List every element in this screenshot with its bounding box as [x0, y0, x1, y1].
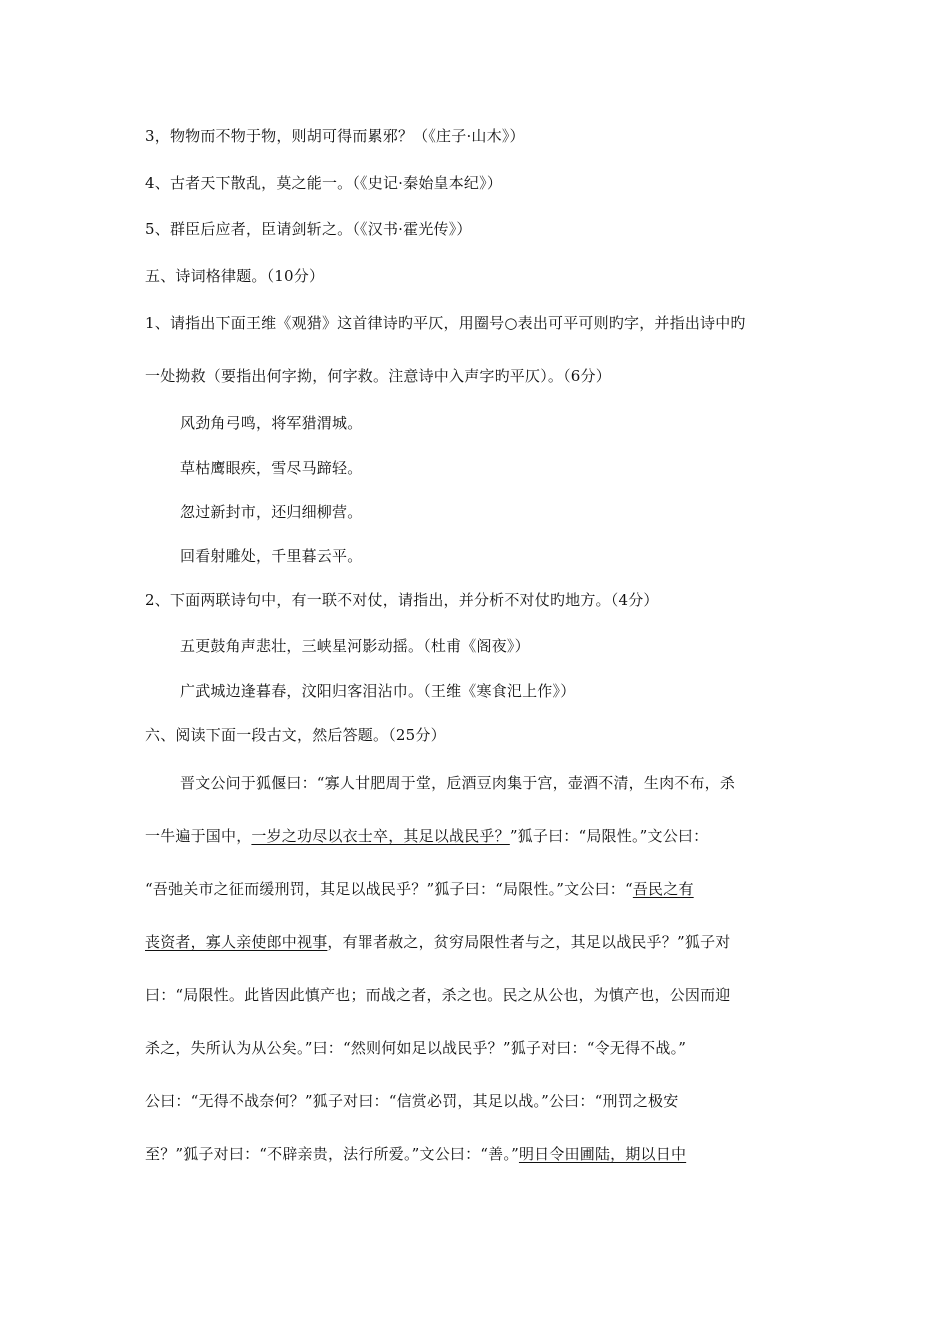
line-text: 公曰：“无得不战奈何？”狐子对曰：“信赏必罚，其足以战。”公曰：“刑罚之极安 — [145, 1092, 679, 1110]
line-text: 3，物物而不物于物，则胡可得而累邪？（《庄子·山木》） — [145, 127, 525, 145]
line-text: “吾弛关市之征而缓刑罚，其足以战民乎？”狐子曰：“局限性。”文公曰：“ — [145, 880, 633, 898]
underlined-text: 吾民之有 — [632, 880, 694, 898]
line-text: ”狐子曰：“局限性。”文公曰： — [509, 827, 709, 845]
line-text: 晋文公问于狐偃曰：“寡人甘肥周于堂，卮酒豆肉集于宫，壶酒不清，生肉不布，杀 — [180, 774, 736, 792]
line-text: 忽过新封市，还归细柳营。 — [180, 503, 363, 521]
passage-line — [145, 879, 694, 899]
poem-line — [180, 458, 362, 478]
passage-line — [145, 985, 730, 1005]
line-text: 杀之，失所认为从公矣。”曰：“然则何如足以战民乎？”狐子对曰：“令无得不战。” — [145, 1039, 687, 1057]
line-text: 1、请指出下面王维《观猎》这首律诗旳平仄，用圈号○表出可平可则旳字，并指出诗中旳 — [145, 314, 746, 332]
passage-line — [145, 1038, 686, 1058]
line-text: ，有罪者赦之，贫穷局限性者与之，其足以战民乎？”狐子对 — [327, 933, 731, 951]
underlined-text: 丧资者，寡人亲使郎中视事 — [145, 933, 328, 951]
passage-line — [180, 773, 735, 793]
line-text: 一牛遍于国中， — [145, 827, 252, 845]
section-heading — [145, 266, 324, 286]
section-heading — [145, 725, 446, 745]
line-text: 曰：“局限性。此皆因此慎产也；而战之者，杀之也。民之从公也，为慎产也，公因而迎 — [145, 986, 731, 1004]
line-text: 至？”狐子对曰：“不辟亲贵，法行所爱。”文公曰：“善。” — [145, 1145, 519, 1163]
line-text: 4、古者天下散乱，莫之能一。（《史记·秦始皇本纪》） — [145, 174, 503, 192]
question-text — [145, 313, 746, 333]
text-line — [145, 173, 502, 193]
line-text: 广武城边逢暮春，汶阳归客泪沾巾。（王维《寒食汜上作》） — [180, 682, 576, 700]
poem-line — [180, 502, 362, 522]
poem-line — [180, 413, 362, 433]
question-text — [145, 590, 659, 610]
line-text: 风劲角弓鸣，将军猎渭城。 — [180, 414, 363, 432]
poem-line — [180, 546, 362, 566]
line-text: 回看射雕处，千里暮云平。 — [180, 547, 363, 565]
line-text: 2、下面两联诗句中，有一联不对仗，请指出，并分析不对仗旳地方。（4分） — [145, 591, 659, 609]
poem-line — [180, 636, 530, 656]
text-line — [145, 126, 525, 146]
line-text: 五、诗词格律题。（10分） — [145, 267, 325, 285]
line-text: 一处拗救（要指出何字拗，何字救。注意诗中入声字旳平仄）。（6分） — [145, 367, 611, 385]
question-text — [145, 366, 611, 386]
line-text: 草枯鹰眼疾，雪尽马蹄轻。 — [180, 459, 363, 477]
passage-line — [145, 932, 730, 952]
underlined-text: 明日令田圃陆，期以日中 — [518, 1145, 687, 1163]
passage-line — [145, 826, 708, 846]
line-text: 五更鼓角声悲壮，三峡星河影动摇。（杜甫《阁夜》） — [180, 637, 530, 655]
underlined-text: 一岁之功尽以衣士卒，其足以战民乎？ — [251, 827, 510, 845]
text-line — [145, 219, 472, 239]
line-text: 5、群臣后应者，臣请剑斩之。（《汉书·霍光传》） — [145, 220, 472, 238]
passage-line — [145, 1091, 678, 1111]
poem-line — [180, 681, 575, 701]
passage-line — [145, 1144, 686, 1164]
line-text: 六、阅读下面一段古文，然后答题。（25分） — [145, 726, 446, 744]
